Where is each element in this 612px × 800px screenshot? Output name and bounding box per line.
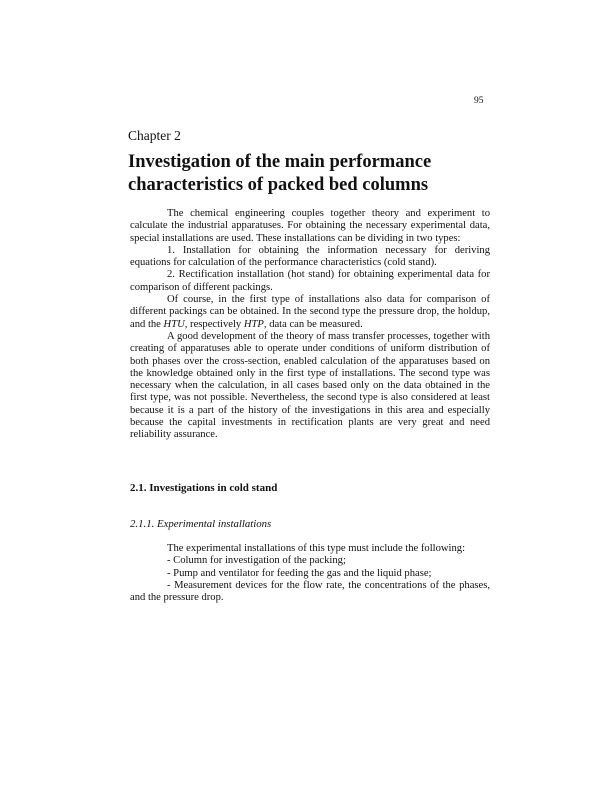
installations-list-item: - Pump and ventilator for feeding the gas and the liquid phase; [167, 567, 432, 579]
htu-term: HTU [163, 318, 185, 330]
course-text-middle: , respectively [184, 318, 244, 330]
installations-list-item: - Measurement devices for the flow rate, the concentrations of the phases, and the pressure drop. [130, 579, 490, 604]
course-text-start: Of course, in the first type of installations also data for comparison of different packings can be obtained. In the second type the pressure drop, the holdup, and the [130, 294, 490, 330]
installations-list-item: - Column for investigation of the packing; [167, 555, 346, 567]
page-number: 95 [474, 96, 484, 106]
course-paragraph [130, 294, 490, 331]
installations-text [130, 543, 490, 604]
chapter-label: Chapter 2 [128, 128, 181, 143]
installations-intro: The experimental installations of this type must include the following: [167, 543, 466, 554]
intro-list-item: 1. Installation for obtaining the information necessary for deriving equations for calculation of the performance characteristics (cold stand). [130, 244, 490, 269]
subsection-heading: 2.1.1. Experimental installations [130, 518, 272, 530]
section-heading: 2.1. Investigations in cold stand [130, 482, 278, 494]
intro-list-item: 2. Rectification installation (hot stand) for obtaining experimental data for comparison of different packings. [130, 269, 490, 293]
theory-paragraph: A good development of the theory of mass transfer processes, together with creating of apparatuses able to operate under conditions of uniform distribution of both phases over the cross-section, enabled calculation of the apparatuses based on the knowledge obtained only in the first type of installations. The second type was necessary when the calculation, in all cases based only on the data obtained in the first type, was not possible. Nevertheless, the second type is also considered at least because it is a part of the history of the investigations in this area and especially because the capital investments in rectification plants are very great and need reliability assurance. [130, 330, 490, 441]
intro-paragraph: The chemical engineering couples together theory and experiment to calculate the industrial apparatuses. For obtaining the necessary experimental data, special installations are used. These installations can be dividing in two types: [130, 208, 490, 244]
chapter-title: Investigation of the main performance characteristics of packed bed columns [128, 152, 432, 195]
course-text-end: , data can be measured. [263, 318, 363, 330]
htp-term: HTP [243, 318, 264, 330]
intro-text [130, 208, 490, 442]
